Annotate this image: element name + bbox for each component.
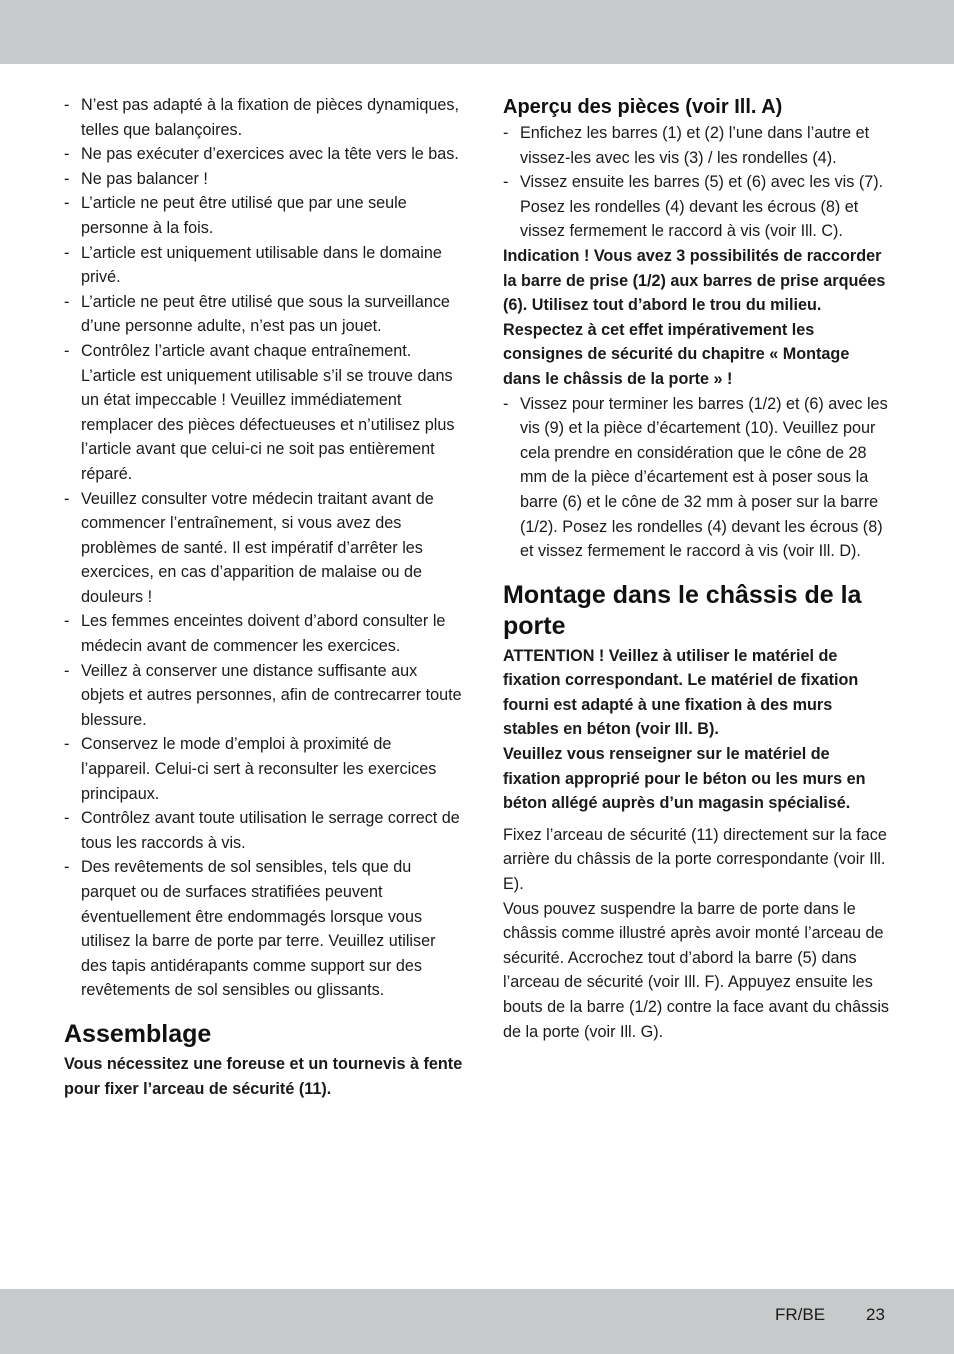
renseigner-note: Veuillez vous renseigner sur le matériel de fixation approprié pour le béton ou les murs en béton allégé auprès d’un magasin spécialisé. bbox=[503, 745, 866, 813]
list-item: - Vissez pour terminer les barres (1/2) et (6) avec les vis (9) et la pièce d’écartement (10). Veuillez pour cela prendre en considération que le cône de 28 mm de la pièce d’écartement est à poser sous la barre (6) et le cône de 32 mm à poser sur la barre (1/2). Posez les rondelles (4) devant les écrous (8) et vissez fermement le raccord à vis (voir Ill. D). bbox=[503, 392, 891, 564]
list-item: - L’article ne peut être utilisé que sous la surveillance d’une personne adulte, n’est pas un jouet. bbox=[64, 290, 464, 339]
page-number: 23 bbox=[866, 1305, 885, 1324]
list-item: - N’est pas adapté à la fixation de pièces dynamiques, telles que balançoires. bbox=[64, 93, 464, 142]
paragraph: Fixez l’arceau de sécurité (11) directement sur la face arrière du châssis de la porte correspondante (voir Ill. E). bbox=[503, 825, 887, 894]
indication-note: Indication ! Vous avez 3 possibilités de raccorder la barre de prise (1/2) aux barres de prise arquées (6). Utilisez tout d’abord le trou du milieu. Respectez à cet effet impérativement les consignes de sécurité du chapitre « Montage dans le châssis de la porte » ! bbox=[503, 246, 886, 388]
list-item: - Vissez ensuite les barres (5) et (6) avec les vis (7). Posez les rondelles (4) devant les écrous (8) et vissez fermement le raccord à vis (voir Ill. C). bbox=[503, 170, 891, 244]
paragraph: Vous pouvez suspendre la barre de porte dans le châssis comme illustré après avoir monté l’arceau de sécurité. Accrochez tout d’abord la barre (5) dans l’arceau de sécurité (voir Ill. F). Appuyez ensuite les bouts de la barre (1/2) contre la face avant du châssis de la porte (voir Ill. G). bbox=[503, 899, 890, 1041]
list-item: - Ne pas balancer ! bbox=[64, 167, 464, 192]
list-item: - L’article ne peut être utilisé que par une seule personne à la fois. bbox=[64, 191, 464, 240]
list-item: - Enfichez les barres (1) et (2) l’une dans l’autre et vissez-les avec les vis (3) / les rondelles (4). bbox=[503, 121, 891, 170]
attention-note: ATTENTION ! Veillez à utiliser le matériel de fixation correspondant. Le matériel de fixation fourni est adapté à une fixation à des murs stables en béton (voir Ill. B). bbox=[503, 646, 859, 739]
montage-heading: Montage dans le châssis de la porte bbox=[503, 580, 862, 640]
safety-list bbox=[64, 93, 464, 1003]
list-item: - Veuillez consulter votre médecin traitant avant de commencer l’entraînement, si vous avez des problèmes de santé. Il est impératif d’arrêter les exercices, en cas d’apparition de malaise ou de douleurs ! bbox=[64, 487, 464, 610]
left-column bbox=[64, 93, 464, 1101]
right-column bbox=[503, 93, 891, 1044]
indication-list bbox=[503, 392, 891, 564]
header-band bbox=[0, 0, 954, 64]
list-item: - Ne pas exécuter d’exercices avec la tête vers le bas. bbox=[64, 142, 464, 167]
list-item: - Conservez le mode d’emploi à proximité de l’appareil. Celui-ci sert à reconsulter les exercices principaux. bbox=[64, 732, 464, 806]
list-item: - Veillez à conserver une distance suffisante aux objets et autres personnes, afin de contrecarrer toute blessure. bbox=[64, 659, 464, 733]
apercu-list bbox=[503, 121, 891, 244]
list-item: - Des revêtements de sol sensibles, tels que du parquet ou de surfaces stratifiées peuvent éventuellement être endommagés lorsque vous utilisez la barre de porte par terre. Veuillez utiliser des tapis antidérapants comme support sur des revêtements de sol sensibles ou glissants. bbox=[64, 855, 464, 1003]
apercu-heading: Aperçu des pièces (voir Ill. A) bbox=[503, 96, 783, 118]
list-item: - Les femmes enceintes doivent d’abord consulter le médecin avant de commencer les exercices. bbox=[64, 609, 464, 658]
list-item: - Contrôlez l’article avant chaque entraînement. L’article est uniquement utilisable s’il se trouve dans un état impeccable ! Veuillez immédiatement remplacer des pièces défectueuses et n’utilisez plus l’article avant que celui-ci ne soit pas entièrement réparé. bbox=[64, 339, 464, 487]
list-item: - Contrôlez avant toute utilisation le serrage correct de tous les raccords à vis. bbox=[64, 806, 464, 855]
assemblage-heading: Assemblage bbox=[64, 1019, 212, 1048]
footer-language: FR/BE bbox=[775, 1305, 826, 1324]
list-item: - L’article est uniquement utilisable dans le domaine privé. bbox=[64, 241, 464, 290]
assemblage-note: Vous nécessitez une foreuse et un tournevis à fente pour fixer l’arceau de sécurité (11). bbox=[64, 1054, 463, 1098]
